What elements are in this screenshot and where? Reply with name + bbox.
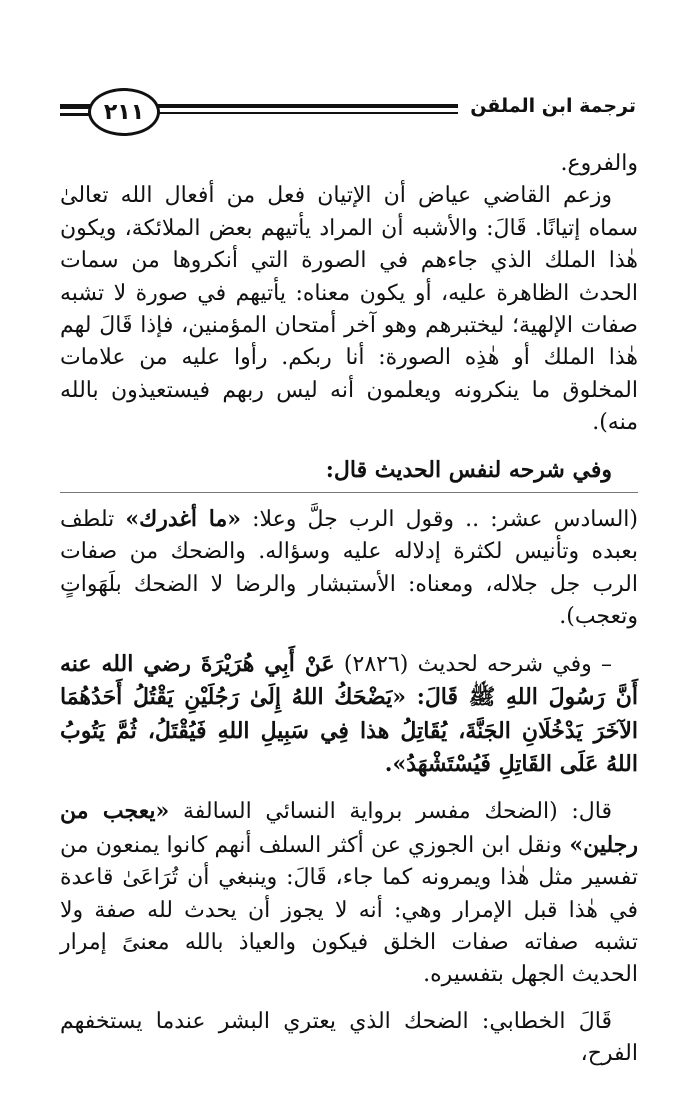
paragraph-spacer bbox=[60, 781, 638, 795]
text-span: ونقل ابن الجوزي عن أكثر السلف أنهم كانوا يمنعون من تفسير مثل هٰذا ويمرونه كما جاء، قَالَ: وينبغي أن تُرَاعَىٰ قاعدة في هٰذا قبل الإمرار وهي: أنه لا يجوز أن يحدث لله صفة ولا تشبه صفاته صفات الخلق فيكون والعياذ بالله معنىً إمرار الحديث الجهل بتفسيره. bbox=[60, 832, 638, 988]
paragraph bbox=[60, 648, 638, 782]
header-rule bbox=[150, 104, 458, 108]
text-span: – وفي شرحه لحديث (٢٨٢٦) bbox=[334, 651, 612, 677]
running-title: ترجمة ابن الملقن bbox=[470, 95, 636, 117]
text-span: قال: (الضحك مفسر برواية النسائي السالفة bbox=[169, 799, 613, 825]
header-rule bbox=[60, 113, 90, 116]
paragraph: وزعم القاضي عياض أن الإتيان فعل من أفعال الله تعالىٰ سماه إتيانًا. قَالَ: والأشبه أن المراد يأتيهم بعض الملائكة، ويكون هٰذا الملك الذي جاءهم في الصورة التي أنكروها من سمات الحدث الظاهرة عليه، أو يكون معناه: يأتيهم في صورة لا تشبه صفات الإلهية؛ ليختبرهم وهو آخر أمتحان المؤمنين، فإذا قَالَ لهم هٰذا الملك أو هٰذِه الصورة: أنا ربكم. رأوا عليه من علامات المخلوق ما ينكرونه ويعلمون أنه ليس ربهم فيستعيذون بالله منه). bbox=[60, 183, 638, 436]
page-number: ٢١١ bbox=[88, 88, 160, 136]
paragraph bbox=[60, 795, 638, 991]
text-span: (السادس عشر: .. وقول الرب جلَّ وعلا: bbox=[241, 507, 638, 533]
running-header bbox=[0, 0, 698, 150]
header-rule bbox=[60, 104, 90, 109]
page-body bbox=[60, 148, 638, 1071]
header-rule bbox=[150, 112, 458, 114]
paragraph-spacer bbox=[60, 634, 638, 648]
paragraph: قَالَ الخطابي: الضحك الذي يعتري البشر عندما يستخفهم الفرح، bbox=[60, 1008, 638, 1067]
quoted-phrase: «يعجب من رجلين» bbox=[60, 798, 638, 858]
paragraph bbox=[60, 503, 638, 634]
paragraph-spacer bbox=[60, 440, 638, 454]
quoted-phrase: «ما أغدرك» bbox=[125, 506, 241, 533]
section-heading: وفي شرحه لنفس الحديث قال: bbox=[325, 456, 612, 483]
text-span: تلطف بعبده وتأنيس لكثرة إدلاله عليه وسؤاله. والضحك من صفات الرب جل جلاله، ومعناه: الأستبشار والرضا لا الضحك بلَهَواتٍ وتعجب). bbox=[60, 507, 638, 630]
hadith-text: عَنْ أَبِي هُرَيْرَةَ رضي الله عنه أَنَّ رَسُولَ اللهِ ﷺ قَالَ: «يَضْحَكُ اللهُ إِلَىٰ رَجُلَيْنِ يَقْتُلُ أَحَدُهُمَا الآخَرَ يَدْخُلَانِ الجَنَّةَ، يُقَاتِلُ هذا فِي سَبِيلِ اللهِ فَيُقْتَلُ، ثُمَّ يَتُوبُ اللهُ عَلَى القَاتِلِ فَيُسْتَشْهَدُ». bbox=[60, 650, 638, 777]
paragraph: والفروع. bbox=[560, 151, 638, 176]
separator bbox=[60, 492, 638, 497]
paragraph-spacer bbox=[60, 992, 638, 1006]
